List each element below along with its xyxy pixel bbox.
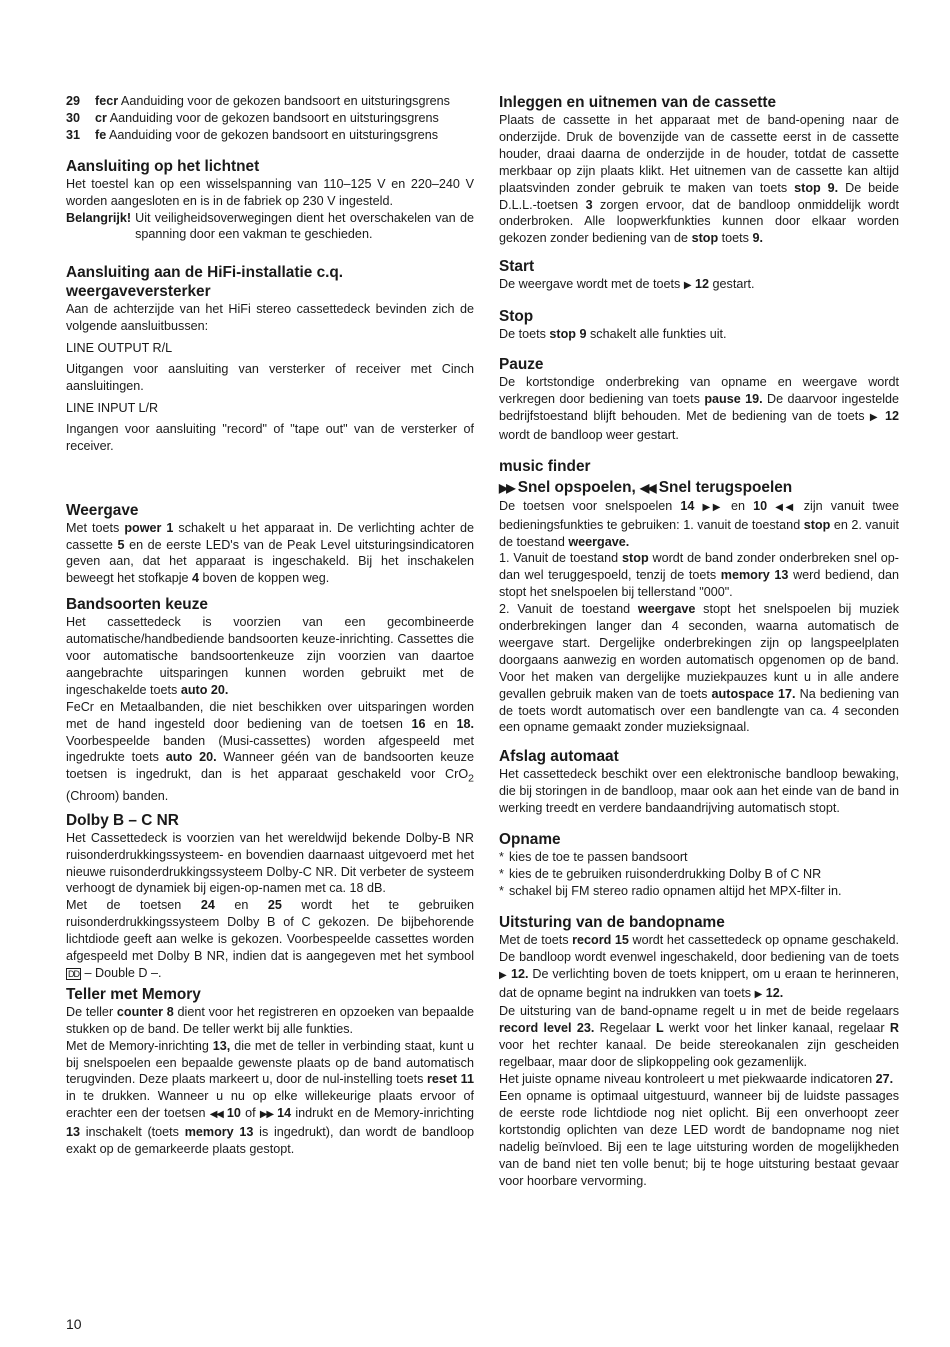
important-note: Belangrijk! Uit veiligheidsoverwegingen dient het overschakelen van de spanning door een vakman te geschieden. [66, 210, 474, 242]
section-heading: Pauze [499, 356, 544, 374]
section-pauze: Pauze De kortstondige onderbreking van opname en weergave wordt verkregen door bediening van toets pause 19. De daarvoor ingestelde bedrijfstoestand blijft behouden. Met de bediening van de toets ▶ 12 wordt de bandloop weer gestart. [499, 356, 900, 442]
section-heading: music finder [499, 457, 591, 475]
play-icon: ▶ [869, 411, 880, 423]
list-item: * kies de toe te passen bandsoort [499, 850, 688, 865]
play-icon: ▶ [683, 280, 692, 292]
page-number: 10 [66, 1316, 82, 1332]
fast-forward-icon: ▶▶ [259, 1109, 273, 1121]
rewind-icon: ◀◀ [775, 501, 796, 513]
legend-list [66, 93, 474, 144]
section-uitsturing: Uitsturing van de bandopname Met de toets record 15 wordt het cassettedeck op opname geschakeld. De bandloop wordt evenwel ingeschakeld, door bediening van de toets ▶ 12. De verlichting boven de toets knippert, om u eraan te herinneren, dat de opname begint na indrukken van toets ▶ 12. De uitsturing van de band-opname regelt u in met de beide regelaars record level 23. Regelaar L werkt voor het linker kanaal, regelaar R voor het rechter kanaal. De beide stereokanalen zijn gescheiden regelbaar, maar door de slipkoppeling ook gezamenlijk. Het juiste opname niveau kontroleert u met piekwaarde indicatoren 27. Een opname is optimaal uitgestuurd, wanneer bij de luidste passages de eerste rode lichtdiode nog niet oplicht. Bij een onverhoopt zeer kortstondig oplichten van deze LED wordt de bandopname nog niet nadelig beïnvloed. Bij een te lage uitsturing worden de mogelijkheden van de band niet ten volle benut; bij te hoge uitsturing bestaat gevaar voor hoorbare vervorming. [499, 913, 900, 1188]
section-bandsoorten: Bandsoorten keuze Het cassettedeck is voorzien van een gecombineerde automatische/handbediende bandsoorten keuze-inrichting. Cassettes die voor automatische bandsoortenkeuze zijn voorzien van daartoe aangebrachte uitsparingen kunnen worden gebruikt met de ingeschakelde toets auto 20. FeCr en Metaalbanden, die niet beschikken over uitsparingen worden met de hand ingesteld door bediening van de toetsen 16 en 18. Voorbespeelde banden (Musi-cassettes) worden afgespeeld met ingedrukte toets auto 20. Wanneer géén van de bandsoorten keuze toetsen is ingedrukt, dan is het apparaat geschakeld voor CrO$_2$ (Chroom) banden. [66, 596, 475, 803]
section-opname [499, 830, 899, 900]
right-column [499, 93, 899, 1189]
section-heading: Bandsoorten keuze [66, 596, 208, 614]
rewind-icon: ◀◀ [640, 480, 655, 495]
section-heading: Aansluiting op het lichtnet [66, 157, 260, 175]
section-subheading: ▶▶ Snel opspoelen, ◀◀ Snel terugspoelen [499, 478, 793, 496]
list-item: * schakel bij FM stereo radio opnamen altijd het MPX-filter in. [499, 883, 842, 898]
section-music-finder: music finder ▶▶ Snel opspoelen, ◀◀ Snel terugspoelen De toetsen voor snelspoelen 14 ▶▶ en 10 ◀◀ zijn vanuit twee bedieningsfunkties te gebruiken: 1. vanuit de toestand stop en 2. vanuit de toestand weergave. 1. Vanuit de toestand stop wordt de band zonder onderbreken snel op- dan wel teruggespoeld, tenzij de toets memory 13 werd bediend, dan stopt het snelspoelen bij tellerstand "000". 2. Vanuit de toestand weergave stopt het snelspoelen bij muziek onderbrekingen langer dan 4 seconden, waarna automatisch de weergave start. Dergelijke onderbrekingen zijn op langspeelplaten doorgaans aanwezig en worden automatisch opgenomen op de band. Voor het maken van dergelijke muziekpauzes kunt u in alle andere gevallen gebruik maken van de toets autospace 17. Na bediening van de toets wordt automatisch over een bandlengte van ca. 4 seconden een opname gemaakt zonder muzieksignaal. [499, 457, 899, 735]
list-item: 30 cr Aanduiding voor de gekozen bandsoort en uitsturingsgrens [66, 110, 439, 125]
section-heading: Aansluiting aan de HiFi-installatie c.q. weergaveversterker [66, 264, 344, 301]
section-weergave: Weergave Met toets power 1 schakelt u het apparaat in. De verlichting achter de cassette 5 en de eerste LED's van de Peak Level uitsturingsindicatoren geven aan, dat het apparaat is ingeschakeld. Bij het inschakelen beweegt het stofkapje 4 boven de koppen weg. [66, 501, 475, 586]
fast-forward-icon: ▶▶ [499, 480, 514, 495]
section-afslag: Afslag automaat Het cassettedeck beschikt over een elektronische bandloop bewaking, die bij storingen in de bandloop, maar ook aan het einde van de band in werking treedt en verdere bandaandrijving automatisch stopt. [499, 748, 899, 816]
section-heading: Uitsturing van de bandopname [499, 913, 725, 931]
rewind-icon: ◀◀ [209, 1109, 223, 1121]
section-lichtnet: Aansluiting op het lichtnet Het toestel kan op een wisselspanning van 110–125 V en 220–240 V worden aangesloten en is in de fabriek op 230 V ingesteld. Belangrijk! Uit veiligheidsoverwegingen dient het overschakelen van de spanning door een vakman te geschieden. [66, 157, 474, 242]
double-d-symbol: DD [68, 968, 79, 979]
section-dolby: Dolby B – C NR Het Cassettedeck is voorzien van het wereldwijd bekende Dolby-B NR ruisonderdrukkingssysteem- en bovendien daarnaast uitgevoerd met het nieuwe ruisonderdrukkingssysteem Dolby-C NR. Dit verbeter de systeem verhoogt de dynamiek bij eigen-op-namen met ca. 18 dB. Met de toetsen 24 en 25 wordt het te gebruiken ruisonderdrukkingssysteem Dolby B of C gekozen. De bijbehorende lichtdiode geeft aan welke is gekozen. Voorbespeelde cassettes worden afgespeeld met Dolby B NR, indien dat is aangegeven met het symbool DD – Double D –. [66, 811, 474, 980]
section-heading: Inleggen en uitnemen van de cassette [499, 94, 777, 111]
list-item: 29 fecr Aanduiding voor de gekozen bandsoort en uitsturingsgrens [66, 94, 450, 108]
section-hifi: Aansluiting aan de HiFi-installatie c.q. weergaveversterker Aan de achterzijde van het HiFi stereo cassettedeck bevinden zich de volgende aansluitbussen: LINE OUTPUT R/L Uitgangen voor aansluiting van versterker of receiver met Cinch aansluitingen. LINE INPUT L/R Ingangen voor aansluiting "record" of "tape out" van de versterker of receiver. [66, 264, 474, 453]
section-heading: Stop [499, 308, 534, 326]
section-inleggen: Inleggen en uitnemen van de cassette Plaats de cassette in het apparaat met de band-opening naar de onderzijde. Druk de bovenzijde van de cassette eerst in de cassette houder, draai daarna de onderzijde in de houder, totdat de cassette merkbaar op zijn plaats klikt. Het uitnemen van de cassette kan altijd plaatsvinden zonder gebruik te maken van toets stop 9. De beide D.L.L.-toetsen 3 zorgen ervoor, dat de bandloop onmiddelijk wordt onderbroken. Alle loopwerkfunkties kunnen door elkaar worden gekozen zonder bediening van de stop toets 9. [499, 94, 899, 246]
section-heading: Teller met Memory [66, 985, 201, 1003]
section-heading: Weergave [66, 501, 139, 519]
list-item: 31 fe Aanduiding voor de gekozen bandsoort en uitsturingsgrens [66, 127, 439, 142]
fast-forward-icon: ▶▶ [702, 501, 723, 513]
play-icon: ▶ [754, 988, 763, 1000]
section-heading: Dolby B – C NR [66, 811, 179, 829]
section-stop: Stop De toets stop 9 schakelt alle funkties uit. [499, 307, 899, 343]
list-item: * kies de te gebruiken ruisonderdrukking Dolby B of C NR [499, 867, 822, 881]
left-column [66, 93, 474, 1158]
section-teller: Teller met Memory De teller counter 8 dient voor het registreren en opzoeken van bepaalde stukken op de band. De teller werkt bij alle funkties. Met de Memory-inrichting 13, die met de teller in verbinding staat, kunt u bij snelspoelen een bepaalde gewenste plaats op de band automatisch terugvinden. Deze plaats markeert u, door de nul-instelling toets reset 11 in te drukken. Wanneer u nu op elke willekeurige plaats ervoor of erachter een der toetsen ◀◀ 10 of ▶▶ 14 indrukt en de Memory-inrichting 13 inschakelt (toets memory 13 is ingedrukt), dan wordt de bandloop exakt op de gemarkeerde plaats gestopt. [66, 985, 475, 1157]
section-heading: Opname [499, 831, 561, 849]
section-heading: Afslag automaat [499, 748, 619, 766]
play-icon: ▶ [499, 969, 508, 981]
section-start: Start De weergave wordt met de toets ▶ 12 gestart. [499, 257, 899, 295]
section-heading: Start [499, 258, 535, 276]
